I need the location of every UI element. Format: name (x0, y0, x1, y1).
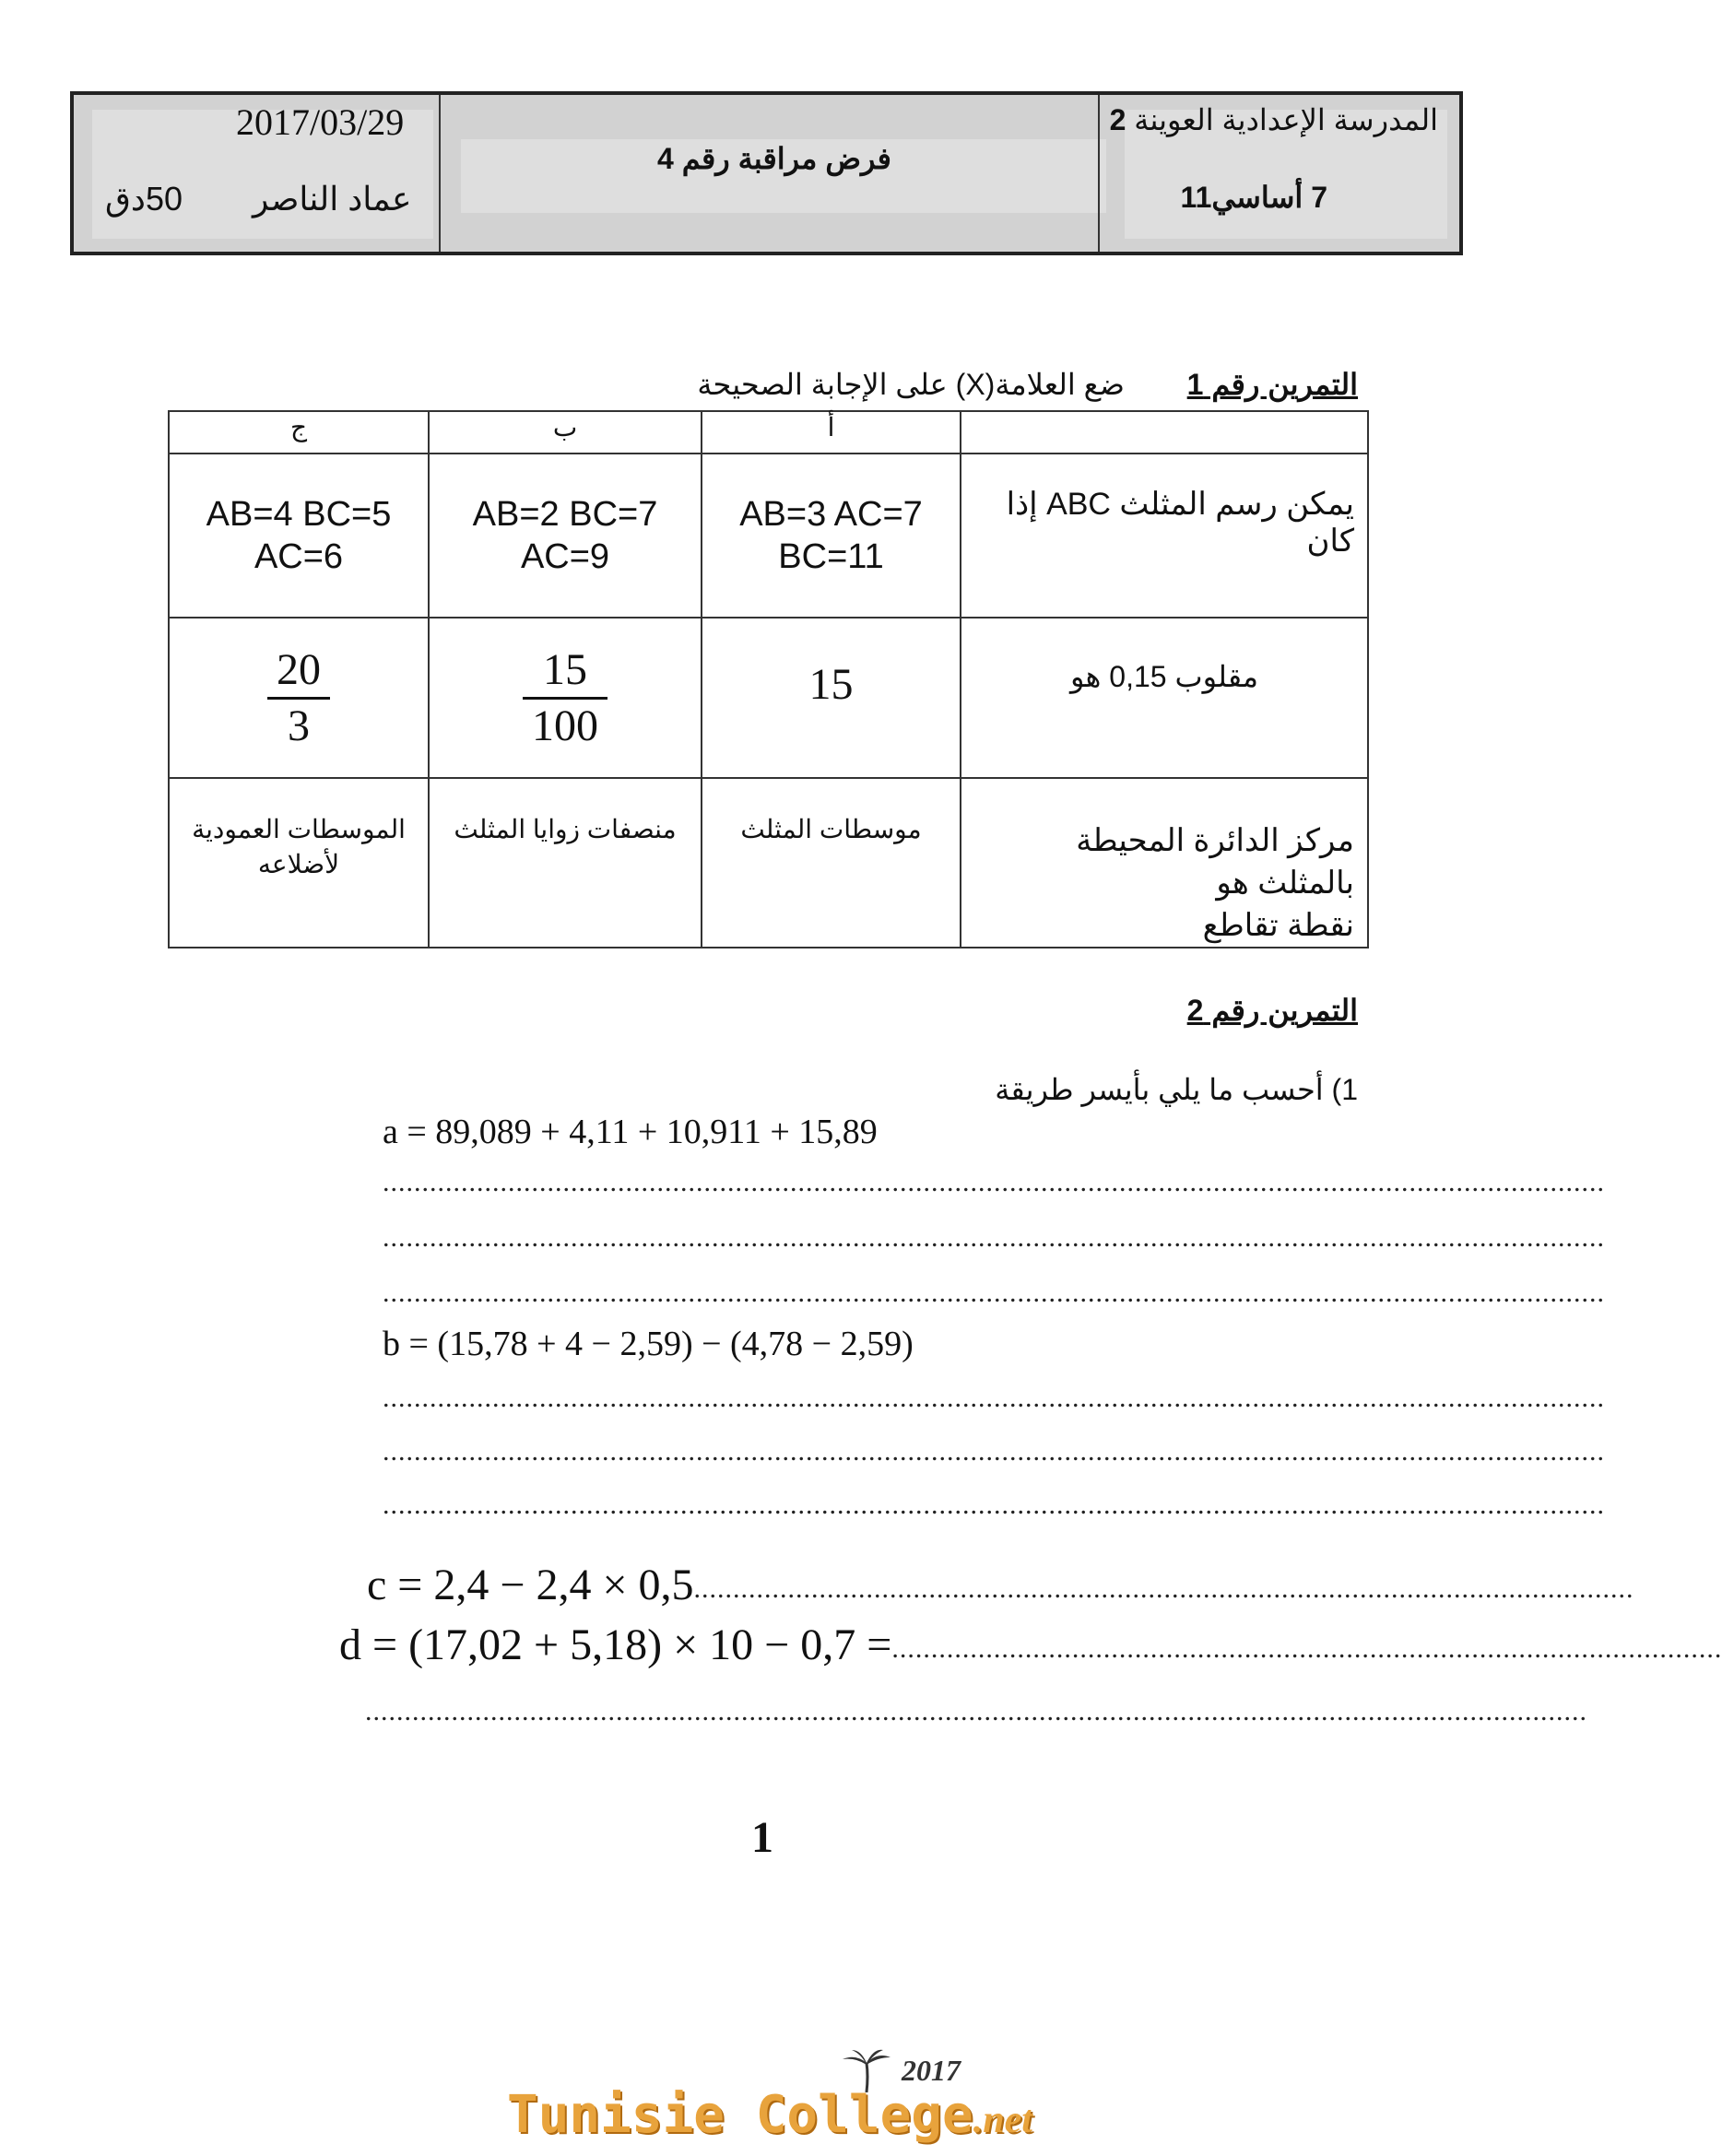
teacher-name: عماد الناصر (253, 180, 412, 218)
expression-a: a = 89,089 + 4,11 + 10,911 + 15,89 (383, 1113, 878, 1151)
exercise1-header (682, 367, 1358, 402)
row3-option-c[interactable] (169, 778, 429, 948)
row1-question: يمكن رسم المثلث ABC إذا كان (961, 454, 1368, 618)
exam-date: 2017/03/29 (236, 101, 405, 143)
row1-option-b-line2: AC=9 (520, 537, 610, 576)
exercise1-instruction: ضع العلامة(X) على الإجابة الصحيحة (697, 368, 1125, 401)
fraction-20-3 (267, 643, 330, 753)
logo-text-suffix: .net (973, 2099, 1032, 2141)
row3-option-a[interactable]: موسطات المثلث (702, 778, 961, 948)
row1-option-b[interactable] (429, 454, 702, 618)
logo-text (507, 2085, 1032, 2145)
mcq-row-2 (169, 618, 1368, 778)
header-divider-left (439, 95, 441, 252)
row3-question-line2: نقطة تقاطع (1202, 908, 1354, 943)
answer-line-b3[interactable]: ............................................................................................................................................................ (383, 1490, 1605, 1520)
row2-question: مقلوب 0,15 هو (961, 618, 1368, 778)
row1-option-c-line2: AC=6 (254, 537, 344, 576)
school-name-line (1109, 102, 1438, 137)
exercise1-title: التمرين رقم 1 (1186, 368, 1358, 401)
row3-question-line1: مركز الدائرة المحيطة بالمثلث هو (1076, 823, 1354, 901)
fraction-denominator: 3 (288, 701, 310, 750)
row3-option-c-line1: الموسطات العمودية (192, 815, 406, 843)
row3-question (961, 778, 1368, 948)
answer-line-d2[interactable]: ............................................................................................................................................................ (365, 1696, 1587, 1726)
column-header-c: ج (169, 411, 429, 454)
fraction-numerator: 20 (267, 643, 330, 700)
answer-line-a2[interactable]: ............................................................................................................................................................ (383, 1222, 1605, 1253)
expression-c-row (367, 1560, 1634, 1610)
column-header-b: ب (429, 411, 702, 454)
expression-d: d = (17,02 + 5,18) × 10 − 0,7 = (339, 1620, 892, 1669)
answer-line-b2[interactable]: ............................................................................................................................................................ (383, 1436, 1605, 1467)
answer-line-a1[interactable]: ............................................................................................................................................................ (383, 1167, 1605, 1197)
header-box (70, 91, 1463, 255)
row1-option-c-line1: AB=4 BC=5 (206, 495, 392, 534)
answer-line-d[interactable]: .......................................................................................................... (891, 1633, 1722, 1664)
answer-line-b1[interactable]: ............................................................................................................................................................ (383, 1383, 1605, 1413)
expression-b: b = (15,78 + 4 − 2,59) − (4,78 − 2,59) (383, 1325, 914, 1363)
answer-line-c[interactable]: ........................................................................................................................ (693, 1573, 1634, 1604)
expression-d-row (339, 1620, 1722, 1670)
row1-option-a-line2: BC=11 (778, 537, 884, 576)
row1-option-a[interactable] (702, 454, 961, 618)
header-divider-right (1098, 95, 1100, 252)
exercise2-title: التمرين رقم 2 (1186, 994, 1358, 1027)
row2-option-b[interactable] (429, 618, 702, 778)
exam-duration: 50دق (105, 180, 183, 218)
mcq-row-3 (169, 778, 1368, 948)
row1-option-c[interactable] (169, 454, 429, 618)
mcq-row-1 (169, 454, 1368, 618)
watermark-logo (498, 2048, 1051, 2150)
exercise2-question1: 1) أحسب ما يلي بأيسر طريقة (995, 1073, 1358, 1106)
expression-c: c = 2,4 − 2,4 × 0,5 (367, 1561, 694, 1609)
row1-option-a-line1: AB=3 AC=7 (739, 495, 923, 534)
fraction-denominator: 100 (532, 701, 598, 750)
row1-option-b-line1: AB=2 BC=7 (472, 495, 658, 534)
mcq-table (168, 410, 1369, 948)
logo-year: 2017 (902, 2054, 961, 2087)
mcq-header-row (169, 411, 1368, 454)
row3-option-b[interactable]: منصفات زوايا المثلث (429, 778, 702, 948)
fraction-15-100 (523, 643, 607, 753)
page-number: 1 (751, 1813, 773, 1862)
answer-line-a3[interactable]: ............................................................................................................................................................ (383, 1278, 1605, 1308)
row3-option-c-line2: لأضلاعه (257, 850, 340, 878)
school-name: المدرسة الإعدادية العوينة (1134, 103, 1438, 136)
column-header-a: أ (702, 411, 961, 454)
row2-option-c[interactable] (169, 618, 429, 778)
fraction-numerator: 15 (523, 643, 607, 700)
row2-option-a[interactable]: 15 (702, 618, 961, 778)
class-level: 7 أساسي11 (1180, 181, 1327, 214)
school-number: 2 (1109, 103, 1126, 136)
column-header-question (961, 411, 1368, 454)
exam-title: فرض مراقبة رقم 4 (657, 142, 891, 175)
logo-text-main: Tunisie College (507, 2085, 973, 2145)
